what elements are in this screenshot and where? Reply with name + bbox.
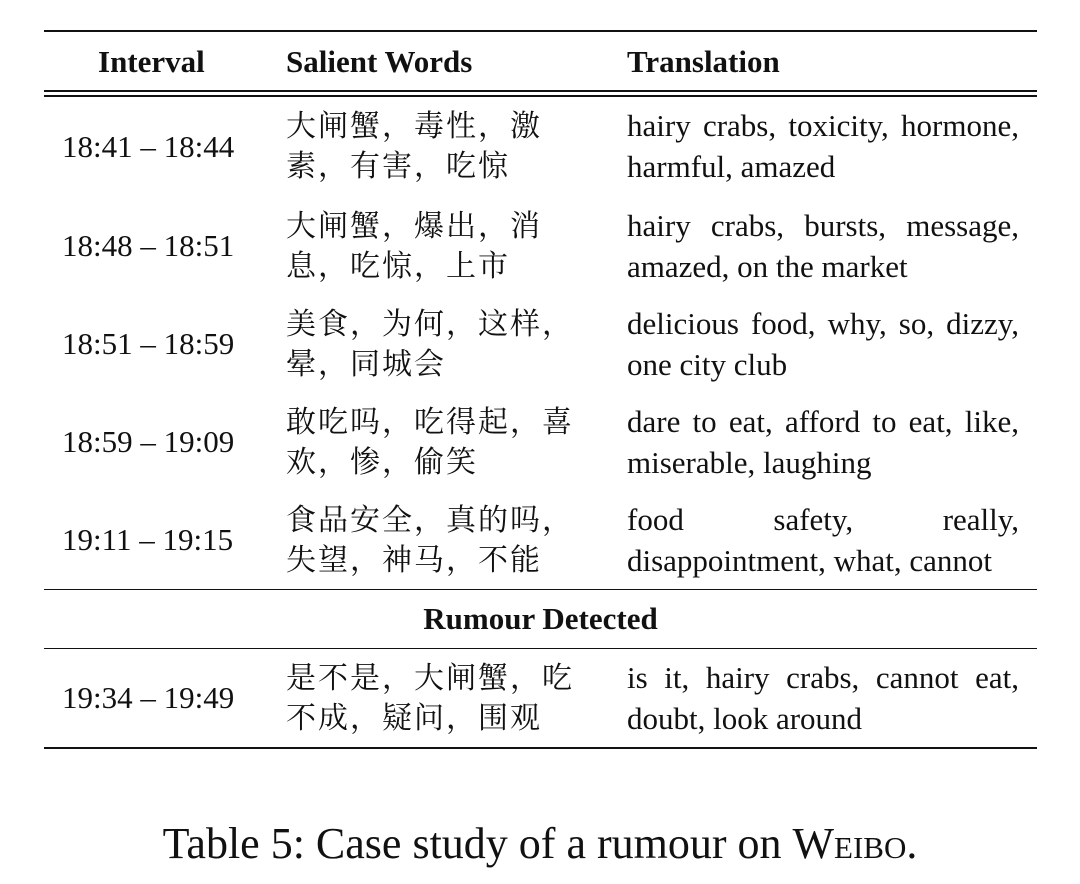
table-row: [44, 97, 1037, 197]
header-double-rule: [44, 90, 1037, 97]
case-study-table: [44, 30, 1037, 749]
table-row: [44, 197, 1037, 295]
section-label-rumour-detected: Rumour Detected: [423, 601, 658, 636]
header-salient-words: Salient Words: [286, 44, 473, 79]
translation-cell: dare to eat, afford to eat, like, miserable, laughing: [627, 404, 1019, 480]
table-row: [44, 649, 1037, 747]
salient-words-cell: 是不是，大闸蟹，吃不成，疑问，围观: [286, 661, 574, 736]
interval-cell: 19:34 – 19:49: [62, 680, 235, 715]
caption-prefix: Table 5: Case study of a rumour on: [162, 819, 793, 868]
salient-words-cell: 大闸蟹，爆出，消息，吃惊，上市: [286, 209, 542, 284]
interval-cell: 18:51 – 18:59: [62, 326, 235, 361]
header-interval: Interval: [98, 44, 205, 79]
caption-suffix: .: [906, 819, 918, 868]
interval-cell: 19:11 – 19:15: [62, 522, 234, 557]
table-header: [44, 32, 1037, 90]
header-translation: Translation: [627, 44, 780, 79]
salient-words-cell: 食品安全，真的吗，失望，神马，不能: [286, 503, 574, 578]
table-bottom-rule: [44, 747, 1037, 749]
interval-cell: 18:48 – 18:51: [62, 228, 235, 263]
translation-cell: hairy crabs, bursts, message, amazed, on the market: [627, 208, 1019, 284]
table-row: [44, 295, 1037, 393]
translation-cell: is it, hairy crabs, cannot eat, doubt, look around: [627, 660, 1019, 736]
table-caption: [0, 818, 1080, 870]
translation-cell: hairy crabs, toxicity, hormone, harmful, amazed: [627, 108, 1019, 184]
table-row: [44, 491, 1037, 589]
salient-words-cell: 大闸蟹，毒性，激素，有害，吃惊: [286, 109, 542, 184]
translation-cell: food safety, really, disappointment, what, cannot: [627, 502, 1019, 578]
caption-dataset: Weibo: [792, 819, 907, 868]
table-row: [44, 393, 1037, 491]
interval-cell: 18:59 – 19:09: [62, 424, 235, 459]
salient-words-cell: 敢吃吗，吃得起，喜欢，惨，偷笑: [286, 405, 574, 480]
interval-cell: 18:41 – 18:44: [62, 129, 235, 164]
salient-words-cell: 美食，为何，这样，晕，同城会: [286, 307, 574, 382]
translation-cell: delicious food, why, so, dizzy, one city club: [627, 306, 1019, 382]
